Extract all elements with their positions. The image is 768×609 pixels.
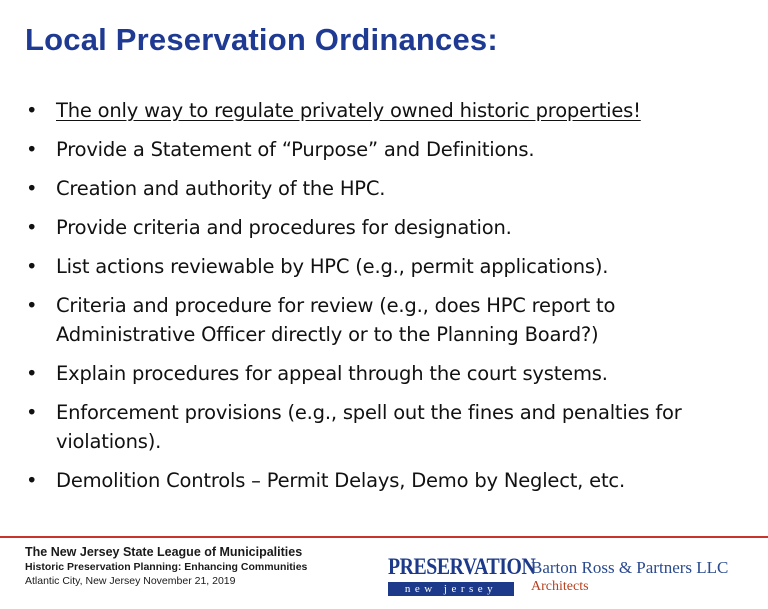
bullet-icon: • [26, 469, 38, 492]
bullet-text: Criteria and procedure for review (e.g., does HPC report to Administrative Officer directly or to the Planning Board?) [56, 294, 616, 346]
list-item [26, 466, 752, 495]
footer-session: Historic Preservation Planning: Enhancing Communities [25, 561, 308, 573]
bullet-text: Provide a Statement of “Purpose” and Definitions. [56, 138, 535, 161]
footer-divider [0, 536, 768, 538]
list-item [26, 359, 752, 388]
firm-logo [531, 558, 728, 595]
footer-location-date: Atlantic City, New Jersey November 21, 2019 [25, 575, 236, 587]
firm-subtitle: Architects [531, 579, 589, 594]
bullet-text: Enforcement provisions (e.g., spell out the fines and penalties for violations). [56, 401, 682, 453]
bullet-icon: • [26, 138, 38, 161]
logo-subtitle: new jersey [388, 582, 514, 596]
bullet-icon: • [26, 99, 38, 122]
bullet-icon: • [26, 216, 38, 239]
bullet-icon: • [26, 255, 38, 278]
list-item [26, 291, 752, 349]
list-item [26, 252, 752, 281]
list-item [26, 398, 752, 456]
bullet-text: Demolition Controls – Permit Delays, Demo by Neglect, etc. [56, 469, 625, 492]
list-item [26, 96, 752, 125]
bullet-icon: • [26, 177, 38, 200]
bullet-text: The only way to regulate privately owned historic properties! [56, 99, 641, 122]
slide-title: Local Preservation Ordinances: [25, 22, 498, 57]
logo-wordmark: PRESERVATION [388, 554, 536, 579]
footer-credits [25, 545, 307, 588]
bullet-icon: • [26, 294, 38, 317]
footer-org: The New Jersey State League of Municipalities [25, 545, 303, 559]
bullet-icon: • [26, 362, 38, 385]
bullet-list [26, 96, 752, 505]
bullet-text: Explain procedures for appeal through the court systems. [56, 362, 608, 385]
firm-name: Barton Ross & Partners LLC [531, 558, 729, 577]
bullet-text: Creation and authority of the HPC. [56, 177, 386, 200]
bullet-icon: • [26, 401, 38, 424]
bullet-text: List actions reviewable by HPC (e.g., permit applications). [56, 255, 609, 278]
list-item [26, 213, 752, 242]
list-item [26, 135, 752, 164]
preservation-nj-logo [388, 554, 536, 602]
bullet-text: Provide criteria and procedures for designation. [56, 216, 512, 239]
list-item [26, 174, 752, 203]
